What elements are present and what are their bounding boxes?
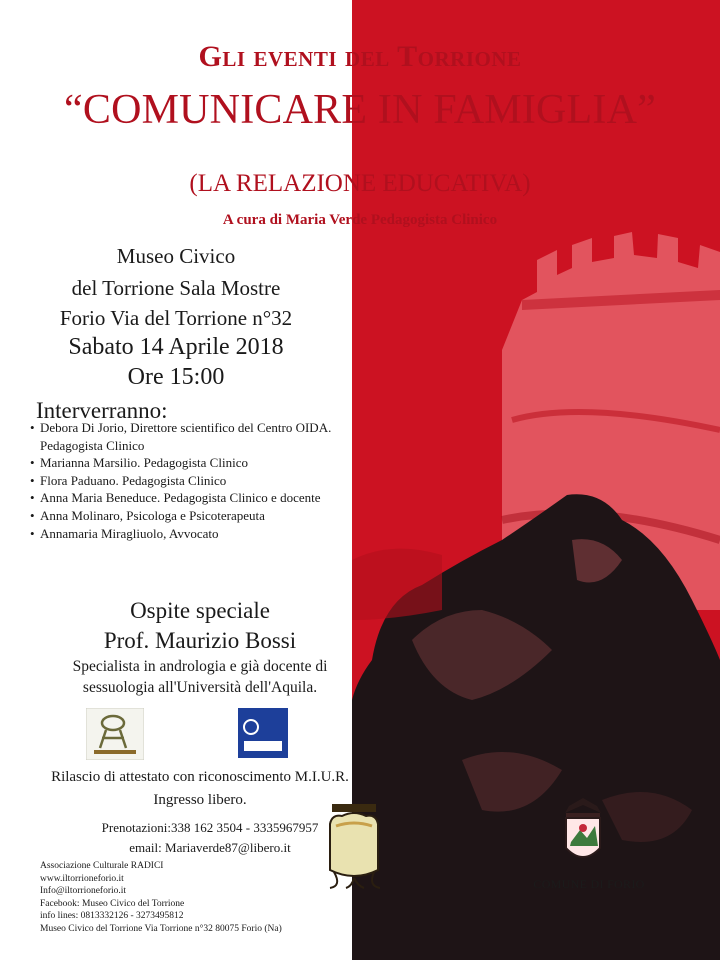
footer-contacts: [40, 860, 282, 935]
venue-name: Museo Civico: [116, 244, 236, 268]
footer-line: info lines: 0813332126 - 3273495812: [40, 911, 184, 921]
speakers-list: [30, 419, 360, 542]
event-title: “COMUNICARE IN FAMIGLIA”: [64, 87, 656, 133]
footer-line: www.iltorrioneforio.it: [40, 873, 124, 884]
speaker-item: • Flora Paduano. Pedagogista Clinico: [30, 472, 360, 490]
radici-association-logo-icon: [322, 800, 386, 890]
footer-line: Info@iltorrioneforio.it: [40, 886, 127, 896]
entry-line: Ingresso libero.: [153, 792, 247, 808]
footer-line: Facebook: Museo Civico del Torrione: [40, 898, 185, 909]
footer-line: Associazione Culturale RADICI: [40, 861, 164, 871]
guest-description: [0, 656, 400, 698]
speaker-item: • Anna Maria Beneduce. Pedagogista Clinico e docente: [30, 489, 360, 507]
venue-room: del Torrione Sala Mostre: [71, 276, 281, 300]
accademia-logo-icon: [86, 708, 144, 760]
booking-email: email: Mariaverde87@libero.it: [129, 840, 291, 855]
tower-photo-panel: [352, 0, 720, 960]
speaker-item: • Annamaria Miragliuolo, Avvocato: [30, 525, 360, 543]
event-date: Sabato 14 Aprile 2018: [68, 334, 284, 360]
speaker-item: • Anna Molinaro, Psicologa e Psicoterapeuta: [30, 507, 360, 525]
curator-line: A cura di Maria Verde Pedagogista Clinico: [222, 212, 498, 228]
guest-name: Prof. Maurizio Bossi: [103, 628, 297, 653]
guest-heading: Ospite speciale: [130, 598, 270, 623]
speakers-heading: Interverranno:: [36, 398, 168, 423]
booking-phones: Prenotazioni:338 162 3504 - 3335967957: [101, 820, 319, 835]
speaker-item: • Marianna Marsilio. Pedagogista Clinico: [30, 454, 360, 472]
event-subtitle: (LA RELAZIONE EDUCATIVA): [189, 170, 531, 197]
oida-logo-icon: [238, 708, 288, 758]
footer-line: Museo Civico del Torrione Via Torrione n°32 80075 Forio (Na): [40, 923, 282, 934]
certificate-line: Rilascio di attestato con riconoscimento M.I.U.R.: [51, 769, 349, 785]
guest-description-line: Specialista in andrologia e già docente di: [72, 658, 328, 675]
guest-description-line: sessuologia all'Università dell'Aquila.: [82, 679, 318, 696]
event-time: Ore 15:00: [127, 364, 225, 390]
comune-label: COMUNE DI FORIO: [533, 877, 645, 891]
torrione-tower-photo: [352, 0, 720, 960]
venue-address: Forio Via del Torrione n°32: [59, 306, 293, 330]
event-series-title: Gli eventi del Torrione: [198, 40, 522, 73]
speaker-item: • Debora Di Jorio, Direttore scientifico del Centro OIDA. Pedagogista Clinico: [30, 419, 360, 454]
